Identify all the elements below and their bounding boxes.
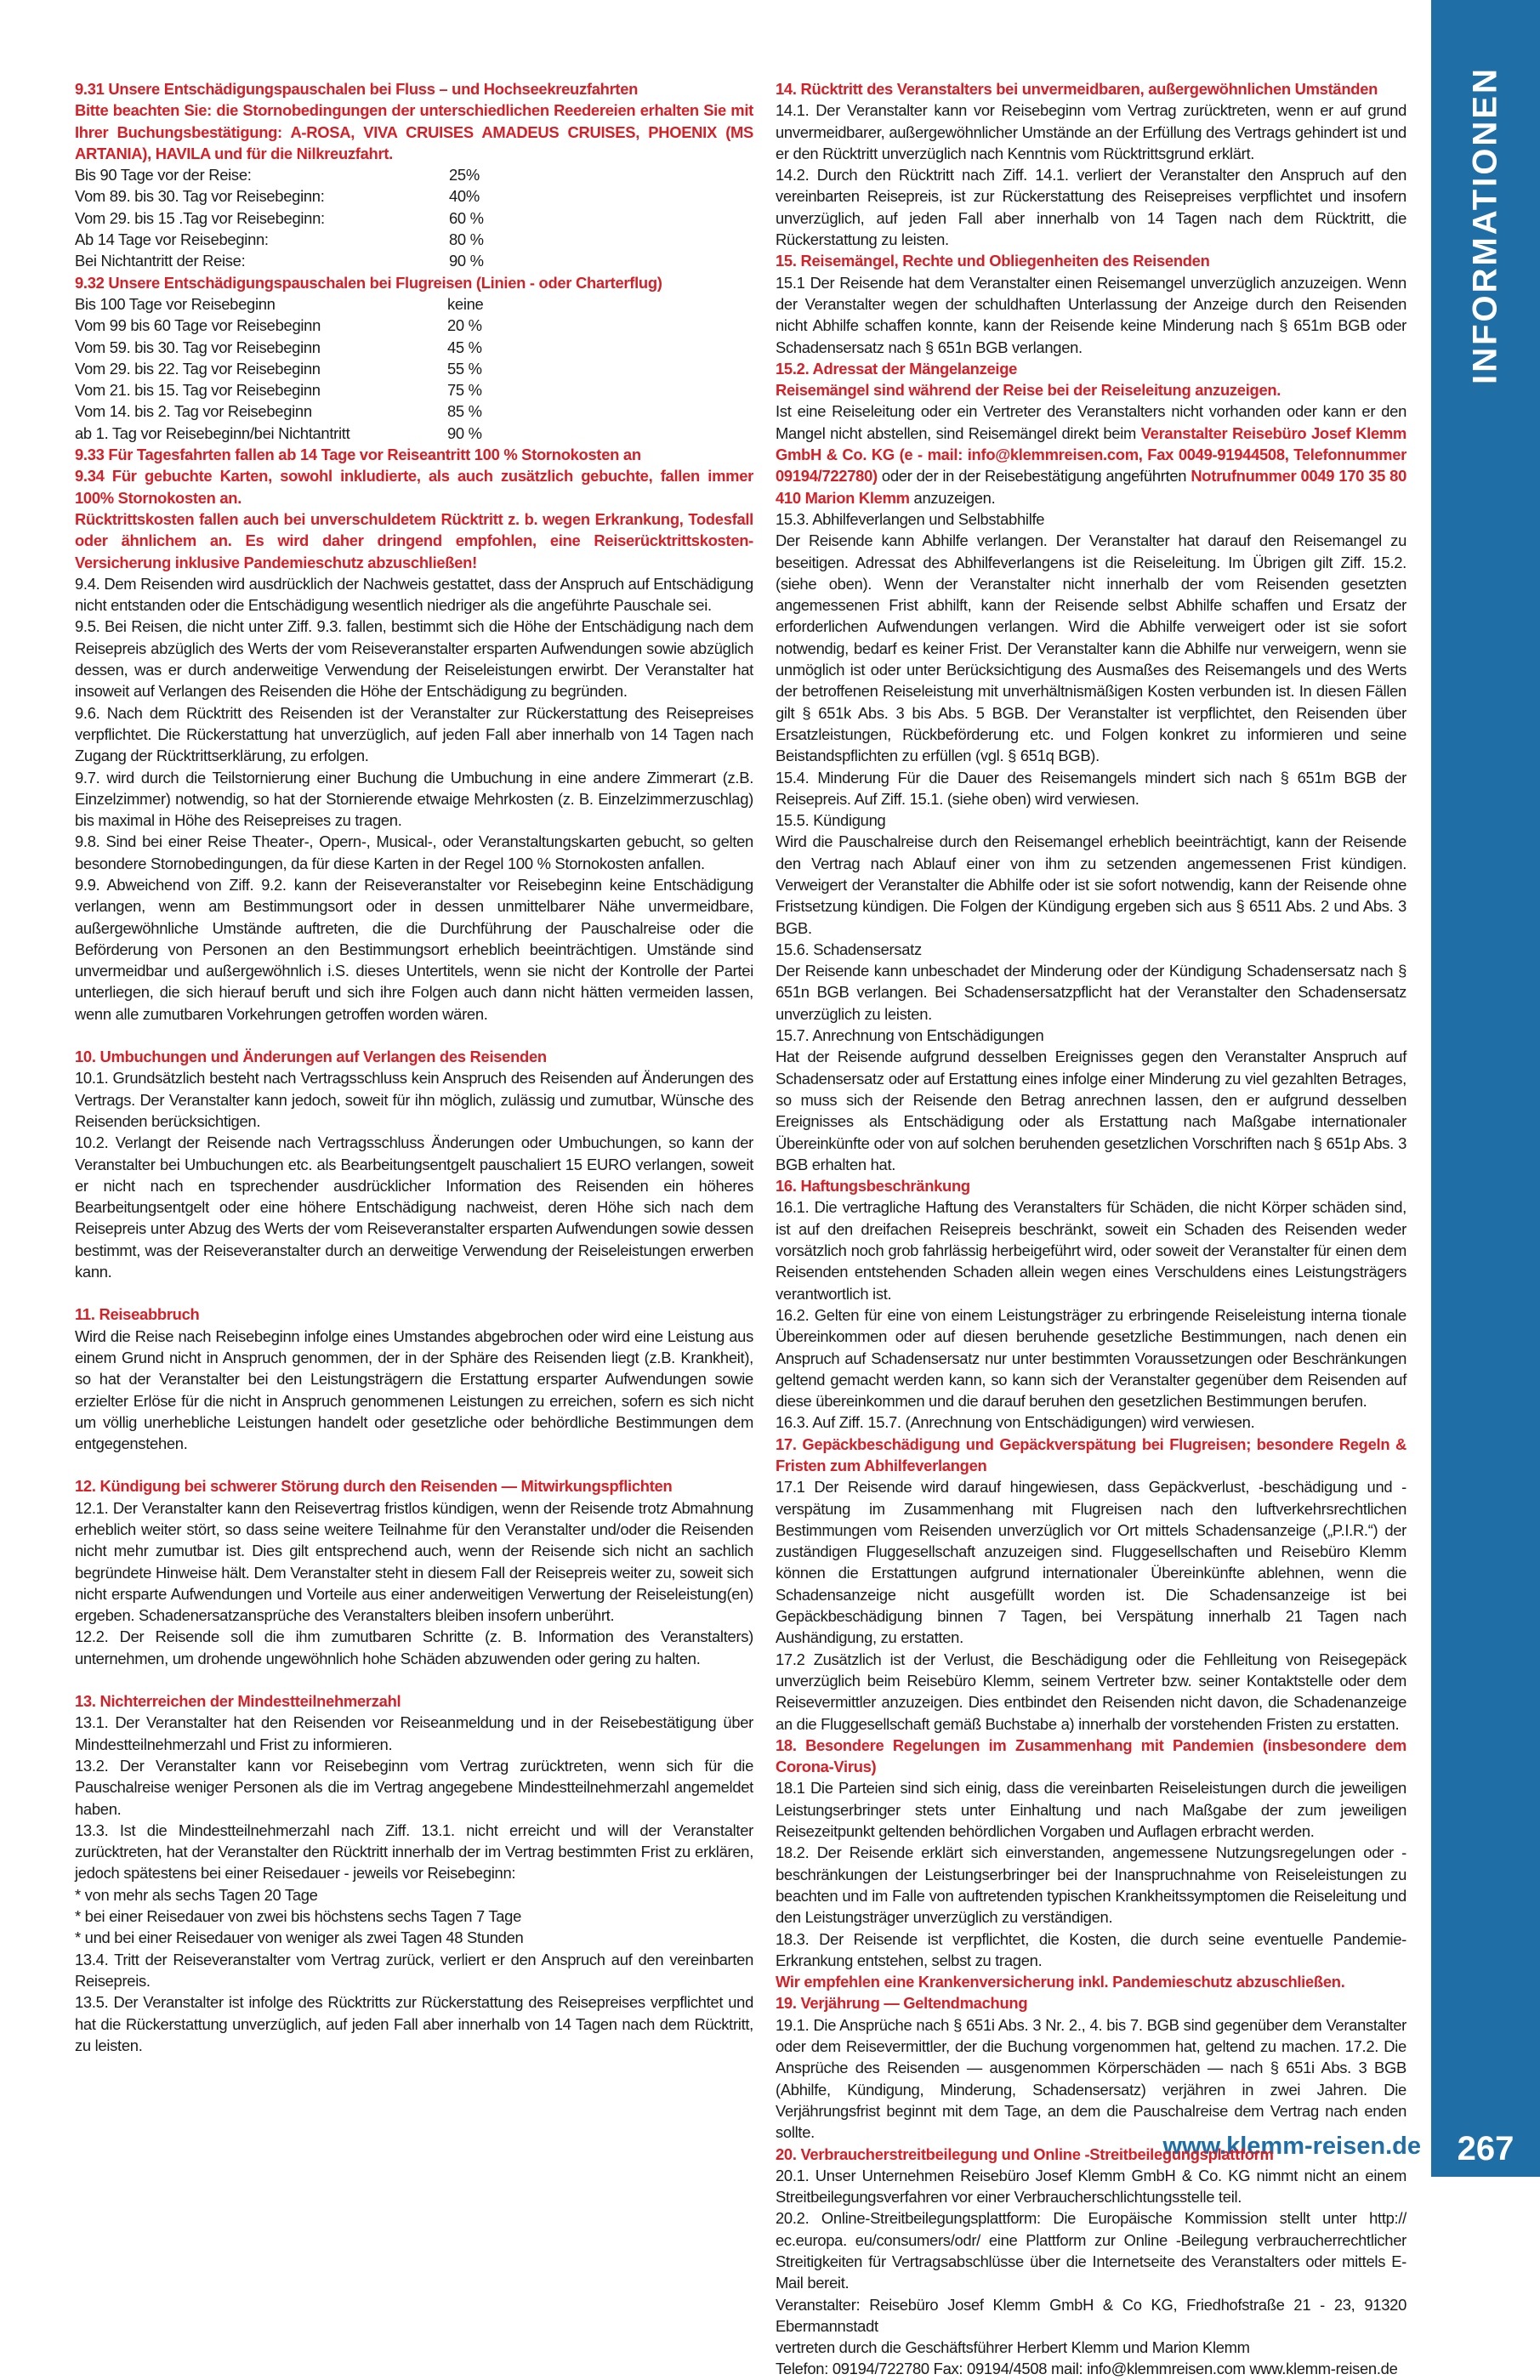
text: Ist eine Reiseleitung oder ein Vertreter des Veranstalters nicht vorhanden oder kann er den Mangel nicht abstellen, sind Reisemängel direkt beim [776,402,1406,442]
subheading-15-3: 15.3. Abhilfeverlangen und Selbstabhilfe [776,509,1045,528]
paragraph-15-4: 15.4. Minderung Für die Dauer des Reisemangels mindert sich nach § 651m BGB der Reisepreis. Auf Ziff. 15.1. (siehe oben) wird verwiesen. [776,768,1406,808]
paragraph-15-5: Wird die Pauschalreise durch den Reisemangel erheblich beeinträchtigt, kann der Reisende den Vertrag nach Ablauf einer von ihm zu setzenden angemessenen Frist kündigen. Verweigert der Veranstalter die Abhilfe oder ist sie sofort notwendig, kann der Reisende ohne Fristsetzung kündigen. Die Folgen der Kündigung ergeben sich aus § 6511 Abs. 2 und Abs. 3 BGB. [776,832,1406,937]
cruise-fee-table [75,164,753,271]
representatives-line: vertreten durch die Geschäftsführer Herbert Klemm und Marion Klemm [776,2338,1250,2357]
contact-line: Telefon: 09194/722780 Fax: 09194/4508 mail: info@klemmreisen.com www.klemm-reisen.de [776,2360,1398,2378]
paragraph-12-1: 12.1. Der Veranstalter kann den Reisevertrag fristlos kündigen, wenn der Reisende trotz Abmahnung erheblich weiter stört, so dass seine weitere Teilnahme für den Veranstalter und/oder die Reisenden nicht mehr zumutbar ist. Dies gilt entsprechend auch, wenn der Reisende sich nicht an sachlich begründete Hinweise hält. Dem Veranstalter steht in diesem Fall der Reisepreis weiter zu, soweit sich nicht ersparte Aufwendungen und Vorteile aus einer anderweitigen Verwertung der Reiseleistung(en) ergeben. Schadenersatzansprüche des Veranstalters bleiben insofern unberührt. [75,1498,753,1625]
paragraph-13-3: 13.3. Ist die Mindestteilnehmerzahl nach Ziff. 13.1. nicht erreicht und will der Veranstalter zurücktreten, hat der Veranstalter den Rücktritt innerhalb der im Vertrag bestimmten Frist zu erklären, jedoch spätestens bei einer Reisedauer - jeweils vor Reisebeginn: [75,1821,753,1883]
right-column [776,78,1406,2380]
heading-15: 15. Reisemängel, Rechte und Obliegenheiten des Reisenden [776,252,1210,270]
paragraph-17-2: 17.2 Zusätzlich ist der Verlust, die Beschädigung oder die Fehlleitung von Reisegepäck unverzüglich beim Reisebüro Klemm, seinem Vertreter bzw. seiner Kontaktstelle oder dem Reisevermittler anzuzeigen. Dies entbindet den Reisenden nicht davon, die Schadenanzeige an die Fluggesellschaft gemäß Buchstabe a) innerhalb der vorstehenden Fristen zu erstatten. [776,1650,1406,1733]
fee-value: 20 % [447,316,482,335]
subheading-15-5: 15.5. Kündigung [776,811,886,830]
heading-13: 13. Nichterreichen der Mindestteilnehmerzahl [75,1692,401,1711]
paragraph-16-1: 16.1. Die vertragliche Haftung des Veranstalters für Schäden, die nicht Körper schäden sind, ist auf den dreifachen Reisepreis beschränkt, soweit ein Schaden des Reisenden weder vorsätzlich noch grob fahrlässig herbeigeführt wird, oder soweit der Veranstalter für einen dem Reisenden entstehenden Schaden allein wegen eines Verschuldens eines Leistungsträgers verantwortlich ist. [776,1198,1406,1303]
fee-value: 40% [449,187,480,206]
heading-14: 14. Rücktritt des Veranstalters bei unvermeidbaren, außergewöhnlichen Umständen [776,80,1378,98]
paragraph-9-6: 9.6. Nach dem Rücktritt des Reisenden ist der Veranstalter zur Rückerstattung des Reisepreises verpflichtet. Die Rückerstattung hat unverzüglich, auf jeden Fall aber innerhalb von 14 Tagen nach Zugang der Rücktrittserklärung, zu erfolgen. [75,703,753,765]
paragraph-14-2: 14.2. Durch den Rücktritt nach Ziff. 14.1. verliert der Veranstalter den Anspruch auf den vereinbarten Reisepreis, ist zur Rückerstattung des Reisepreises verpflichtet und insofern unverzüglich, auf jeden Fall aber innerhalb von 14 Tagen nach dem Rücktritt, die Rückerstattung zu leisten. [776,166,1406,249]
heading-11: 11. Reiseabbruch [75,1305,200,1324]
paragraph-20-2: 20.2. Online-Streitbeilegungsplattform: Die Europäische Kommission stellt unter http:// ec.europa. eu/consumers/odr/ eine Plattform zur Online -Beilegung verbraucherrechtlicher Streitigkeiten für Vertragsabschlüsse über die Internetseite des Veranstalters oder mittels E-Mail bereit. [776,2209,1406,2292]
paragraph-11: Wird die Reise nach Reisebeginn infolge eines Umstandes abgebrochen oder wird eine Leistung aus einem Grund nicht in Anspruch genommen, der in der Sphäre des Reisenden liegt (z.B. Krankheit), so hat der Veranstalter bei den Leistungsträgern die Erstattung ersparter Aufwendungen sowie erzielter Erlöse für die nicht in Anspruch genommenen Leistungen zu erreichen, sofern es sich nicht um völlig unerhebliche Leistungen handelt oder gesetzliche oder behördliche Bestimmungen dem entgegenstehen. [75,1326,753,1453]
paragraph-13-5: 13.5. Der Veranstalter ist infolge des Rücktritts zur Rückerstattung des Reisepreises verpflichtet und hat die Rückerstattung unverzüglich, auf jeden Fall aber innerhalb von 14 Tagen nach dem Rücktritt, zu leisten. [75,1993,753,2054]
fee-value: keine [447,294,484,313]
paragraph-18-3: 18.3. Der Reisende ist verpflichtet, die Kosten, die durch seine eventuelle Pandemie-Erkrankung entstehen, selbst zu tragen. [776,1929,1406,1969]
paragraph-15-6: Der Reisende kann unbeschadet der Minderung oder der Kündigung Schadensersatz nach § 651n BGB verlangen. Bei Schadensersatzpflicht hat der Veranstalter den Schadensersatz unverzüglich zu leisten. [776,962,1406,1023]
fee-value: 45 % [447,338,482,356]
paragraph-9-4: 9.4. Dem Reisenden wird ausdrücklich der Nachweis gestattet, dass der Anspruch auf Entschädigung nicht entstanden oder die Entschädigung wesentlich niedriger als die angeführte Pauschale sei. [75,574,753,615]
paragraph-15-1: 15.1 Der Reisende hat dem Veranstalter einen Reisemangel unverzüglich anzuzeigen. Wenn der Veranstalter wegen der schuldhaften Unterlassung der Anzeige durch den Reisenden nicht Abhilfe schaffen konnte, kann der Reisende keine Minderung nach § 651m BGB oder Schadensersatz nach § 651n BGB verlangen. [776,273,1406,356]
paragraph-18-2: 18.2. Der Reisende erklärt sich einverstanden, angemessene Nutzungsregelungen oder -beschränkungen der Leistungserbringer bei der Inanspruchnahme von Reiseleistungen zu beachten und im Falle von auftretenden typischen Krankheitssymptomen die Reiseleitung und den Leistungsträger unverzüglich zu verständigen. [776,1843,1406,1927]
fee-value: 55 % [447,359,482,378]
heading-18: 18. Besondere Regelungen im Zusammenhang mit Pandemien (insbesondere dem Corona-Virus) [776,1735,1406,1776]
fee-value: 25% [449,166,480,185]
cruise-note: Bitte beachten Sie: die Stornobedingungen der unterschiedlichen Reedereien erhalten Sie mit Ihrer Buchungsbestätigung: A-ROSA, VIVA CRUISES AMADEUS CRUISES, PHOENIX (MS ARTANIA), HAVILA und für die Nilkreuzfahrt. [75,101,753,162]
heading-9-33: 9.33 Für Tagesfahrten fallen ab 14 Tage vor Reiseantritt 100 % Stornokosten an [75,446,641,464]
paragraph-14-1: 14.1. Der Veranstalter kann vor Reisebeginn vom Vertrag zurücktreten, wenn er auf grund unvermeidbarer, außergewöhnlicher Umstände an der Erfüllung des Vertrags gehindert ist und er den Rücktritt unverzüglich nach Kenntnis vom Rücktrittsgrund erklärt. [776,101,1406,162]
heading-9-32: 9.32 Unsere Entschädigungspauschalen bei Flugreisen (Linien - oder Charterflug) [75,273,662,292]
paragraph-16-2: 16.2. Gelten für eine von einem Leistungsträger zu erbringende Reiseleistung interna tionale Übereinkommen oder auf diesen beruhende gesetzliche Bestimmungen, nach denen ein Anspruch auf Schadensersatz nur unter bestimmten Voraussetzungen oder Beschränkungen geltend gemacht werden kann, so kann sich der Veranstalter gegenüber dem Reisenden auf diese übereinkommen und die darauf beruhen den gesetzlichen Bestimmungen berufen. [776,1305,1406,1411]
fee-label: Vom 89. bis 30. Tag vor Reisebeginn: [75,187,325,206]
left-column [75,78,753,2056]
page-number: 267 [1431,2121,1540,2177]
emergency-number: Notrufnummer 0049 170 35 80 410 Marion Klemm [776,467,1406,507]
subheading-15-6: 15.6. Schadensersatz [776,940,922,958]
paragraph-9-8: 9.8. Sind bei einer Reise Theater-, Opern-, Musical-, oder Veranstaltungskarten gebucht, so gelten besondere Stornobedingungen, da für diese Karten in der Regel 100 % Stornokosten anfallen. [75,832,753,872]
bullet-item: * bei einer Reisedauer von zwei bis höchstens sechs Tagen 7 Tage [75,1907,522,1926]
paragraph-15-2 [776,400,1406,508]
paragraph-10-1: 10.1. Grundsätzlich besteht nach Vertragsschluss kein Anspruch des Reisenden auf Änderungen des Vertrags. Der Veranstalter kann jedoch, soweit für ihn möglich, zulässig und zumutbar, Wünsche des Reisenden berücksichtigen. [75,1069,753,1130]
paragraph-19-1: 19.1. Die Ansprüche nach § 651i Abs. 3 Nr. 2., 4. bis 7. BGB sind gegenüber dem Veranstalter oder dem Reisevermittler, der die Buchung vorgenommen hat, geltend zu machen. 17.2. Die Ansprüche des Reisenden — ausgenommen Körperschäden — nach § 651i Abs. 3 BGB (Abhilfe, Kündigung, Minderung, Schadensersatz) verjähren in zwei Jahren. Die Verjährungsfrist beginnt mit dem Tage, an dem die Pauschalreise dem Vertrag nach enden sollte. [776,2015,1406,2142]
fee-label: Vom 99 bis 60 Tage vor Reisebeginn [75,316,321,335]
heading-9-31: 9.31 Unsere Entschädigungspauschalen bei Fluss – und Hochseekreuzfahrten [75,80,639,98]
heading-20: 20. Verbraucherstreitbeilegung und Online -Streitbeilegungsplattform [776,2144,1274,2163]
paragraph-9-5: 9.5. Bei Reisen, die nicht unter Ziff. 9.3. fallen, bestimmt sich die Höhe der Entschädigung nach dem Reisepreis abzüglich des Werts der vom Reiseveranstalter ersparten Aufwendungen sowie abzüglich dessen, was er durch anderweitige Verwendung der Reiseleistungen erwirbt. Der Veranstalter hat insoweit auf Verlangen des Reisenden die Höhe der Entschädigung zu begründen. [75,617,753,701]
fee-value: 90 % [449,252,484,270]
paragraph-12-2: 12.2. Der Reisende soll die ihm zumutbaren Schritte (z. B. Information des Veranstalters) unternehmen, um drohende ungewöhnlich hohe Schäden abzuwenden oder gering zu halten. [75,1627,753,1667]
paragraph-9-7: 9.7. wird durch die Teilstornierung einer Buchung die Umbuchung in eine andere Zimmerart (z.B. Einzelzimmer) notwendig, so hat der Stornierende etwaige Mehrkosten (z. B. Einzelzimmerzuschlag) bis maximal in Höhe des Reisepreises zu tragen. [75,768,753,830]
subheading-15-7: 15.7. Anrechnung von Entschädigungen [776,1026,1044,1045]
fee-label: ab 1. Tag vor Reisebeginn/bei Nichtantritt [75,423,350,442]
organizer-line: Veranstalter: Reisebüro Josef Klemm GmbH & Co KG, Friedhofstraße 21 - 23, 91320 Ebermannstadt [776,2295,1406,2335]
fee-value: 60 % [449,208,484,227]
sidebar-title: INFORMATIONEN [1466,66,1504,384]
bullet-item: * von mehr als sechs Tagen 20 Tage [75,1885,318,1904]
paragraph-10-2: 10.2. Verlangt der Reisende nach Vertragsschluss Änderungen oder Umbuchungen, so kann der Veranstalter bei Umbuchungen etc. als Bearbeitungsentgelt pauschaliert 15 EURO verlangen, soweit er nicht nach en tsprechender ausdrücklicher Information des Reisenden ein höheres Bearbeitungsentgelt oder eine höhere Entschädigung nachweist, deren Höhe sich nach dem Reisepreis unter Abzug des Werts der vom Reiseveranstalter ersparten Aufwendungen sowie dessen bestimmt, was der Reiseveranstalter durch an derweitige Verwendung der Reiseleistungen erwerben kann. [75,1133,753,1281]
fee-value: 85 % [447,402,482,421]
paragraph-15-3: Der Reisende kann Abhilfe verlangen. Der Veranstalter hat darauf den Reisemangel zu beseitigen. Adressat des Abhilfeverlangens ist die Reiseleitung. Im Übrigen gilt Ziff. 15.2. (siehe oben). Wenn der Veranstalter nicht innerhalb der vom Reisenden gesetzten angemessenen Frist abhilft, kann der Reisende selbst Abhilfe schaffen und Ersatz der erforderlichen Aufwendungen verlangen. Wird die Abhilfe verweigert oder ist sie sofort notwendig, bedarf es keiner Frist. Der Veranstalter kann die Abhilfe nur verweigern, wenn sie unmöglich ist oder unter Berücksichtigung des Ausmaßes des Reisemangels und des Werts der betroffenen Reiseleistung mit unverhältnismäßigen Kosten verbunden ist. In diesen Fällen gilt § 651k Abs. 3 bis Abs. 5 BGB. Der Veranstalter ist verpflichtet, den Reisenden über Ersatzleistungen, Rückbeförderung etc. und Folgen konkret zu informieren und seine Beistandspflichten zu erfüllen (vgl. § 651q BGB). [776,531,1406,765]
text: anzuzeigen. [909,488,996,507]
paragraph-17-1: 17.1 Der Reisende wird darauf hingewiesen, dass Gepäckverlust, -beschädigung und -verspätung im Zusammenhang mit Flugreisen nach den luftverkehrsrechtlichen Bestimmungen vom Reisenden unverzüglich vor Ort mittels Schadensanzeige („P.I.R.“) der zuständigen Fluggesellschaft anzuzeigen sind. Fluggesellschaften und Reisebüro Klemm können die Erstattungen aufgrund internationaler Übereinkünfte ablehnen, wenn die Schadensanzeige nicht ausgefüllt worden ist. Die Schadensanzeige ist bei Gepäckbeschädigung binnen 7 Tagen, bei Verspätung innerhalb 21 Tagen nach Aushändigung, zu erstatten. [776,1478,1406,1647]
fee-label: Ab 14 Tage vor Reisebeginn: [75,230,269,249]
heading-9-34: 9.34 Für gebuchte Karten, sowohl inkludierte, als auch zusätzlich gebuchte, fallen immer 100% Stornokosten an. [75,467,753,507]
text: oder der in der Reisebestätigung angeführten [877,467,1191,486]
fee-label: Vom 21. bis 15. Tag vor Reisebeginn [75,381,321,400]
fee-label: Vom 29. bis 22. Tag vor Reisebeginn [75,359,321,378]
footer-url[interactable]: www.klemm-reisen.de [1162,2133,1421,2160]
paragraph-18-1: 18.1 Die Parteien sind sich einig, dass die vereinbarten Reiseleistungen durch die jeweiligen Leistungserbringer stets unter Einhaltung und nach Maßgabe der zum jeweiligen Reisezeitpunkt geltenden behördlichen Vorgaben und Auflagen erbracht werden. [776,1779,1406,1841]
heading-16: 16. Haftungsbeschränkung [776,1177,970,1196]
organizer-contact: Veranstalter Reisebüro Josef Klemm GmbH & Co. KG (e - mail: info@klemmreisen.com, Fax 0049-91944508, Telefonnummer 09194/722780) [776,423,1406,486]
heading-12: 12. Kündigung bei schwerer Störung durch den Reisenden — Mitwirkungspflichten [75,1477,673,1496]
fee-label: Bei Nichtantritt der Reise: [75,252,246,270]
bullet-item: * und bei einer Reisedauer von weniger als zwei Tagen 48 Stunden [75,1928,524,1947]
insurance-recommendation: Wir empfehlen eine Krankenversicherung inkl. Pandemieschutz abzuschließen. [776,1973,1345,1991]
fee-label: Vom 29. bis 15 .Tag vor Reisebeginn: [75,208,325,227]
fee-value: 90 % [447,423,482,442]
paragraph-15-7: Hat der Reisende aufgrund desselben Ereignisses gegen den Veranstalter Anspruch auf Schadensersatz oder auf Erstattung eines infolge einer Minderung zu viel gezahlten Betrages, so muss sich der Reisende den Betrag anrechnen lassen, den er aufgrund desselben Ereignisses als Entschädigung oder als Erstattung nach Maßgabe internationaler Übereinkünfte oder von auf solchen beruhenden gesetzlichen Vorschriften nach § 651p Abs. 3 BGB erhalten hat. [776,1048,1406,1173]
fee-label: Bis 100 Tage vor Reisebeginn [75,294,276,313]
paragraph-13-4: 13.4. Tritt der Reiseveranstalter vom Vertrag zurück, verliert er den Anspruch auf den vereinbarten Reisepreis. [75,1950,753,1990]
heading-15-2-note: Reisemängel sind während der Reise bei der Reiseleitung anzuzeigen. [776,381,1281,400]
fee-label: Vom 59. bis 30. Tag vor Reisebeginn [75,338,321,356]
paragraph-20-1: 20.1. Unser Unternehmen Reisebüro Josef Klemm GmbH & Co. KG nimmt nicht an einem Streitbeilegungsverfahren vor einer Verbraucherschlichtungsstelle teil. [776,2166,1406,2207]
heading-10: 10. Umbuchungen und Änderungen auf Verlangen des Reisenden [75,1048,547,1066]
paragraph-13-2: 13.2. Der Veranstalter kann vor Reisebeginn vom Vertrag zurücktreten, wenn sich für die Pauschalreise weniger Personen als die im Vertrag angegebene Mindestteilnehmerzahl angemeldet haben. [75,1756,753,1818]
fee-value: 80 % [449,230,484,249]
heading-19: 19. Verjährung — Geltendmachung [776,1994,1028,2013]
fee-label: Vom 14. bis 2. Tag vor Reisebeginn [75,402,312,421]
paragraph-16-3: 16.3. Auf Ziff. 15.7. (Anrechnung von Entschädigungen) wird verwiesen. [776,1413,1255,1432]
fee-label: Bis 90 Tage vor der Reise: [75,166,252,185]
paragraph-9-9: 9.9. Abweichend von Ziff. 9.2. kann der Reiseveranstalter vor Reisebeginn keine Entschädigung verlangen, wenn am Bestimmungsort oder in dessen unmittelbarer Nähe unvermeidbare, außergewöhnliche Umstände auftreten, die die Durchführung der Pauschalreise oder die Beförderung von Personen an den Bestimmungsort erheblich beeinträchtigen. Umstände sind unvermeidbar und außergewöhnlich i.S. dieses Untertitels, wenn sie nicht der Kontrolle der Partei unterliegen, die sich hierauf beruft und sich ihre Folgen auch dann nicht hätten vermeiden lassen, wenn alle zumutbaren Vorkehrungen getroffen worden wären. [75,875,753,1023]
fee-value: 75 % [447,381,482,400]
flight-fee-table [75,293,753,444]
heading-15-2: 15.2. Adressat der Mängelanzeige [776,359,1018,378]
heading-17: 17. Gepäckbeschädigung und Gepäckverspätung bei Flugreisen; besondere Regeln & Fristen zum Abhilfeverlangen [776,1434,1406,1474]
cancellation-warning: Rücktrittskosten fallen auch bei unverschuldetem Rücktritt z. b. wegen Erkrankung, Todesfall oder ähnlichem an. Es wird daher dringend empfohlen, eine Reiserücktrittskosten-Versicherung inklusive Pandemieschutz abzuschließen! [75,509,753,571]
paragraph-13-1: 13.1. Der Veranstalter hat den Reisenden vor Reiseanmeldung und in der Reisebestätigung über Mindestteilnehmerzahl und Frist zu informieren. [75,1713,753,1753]
